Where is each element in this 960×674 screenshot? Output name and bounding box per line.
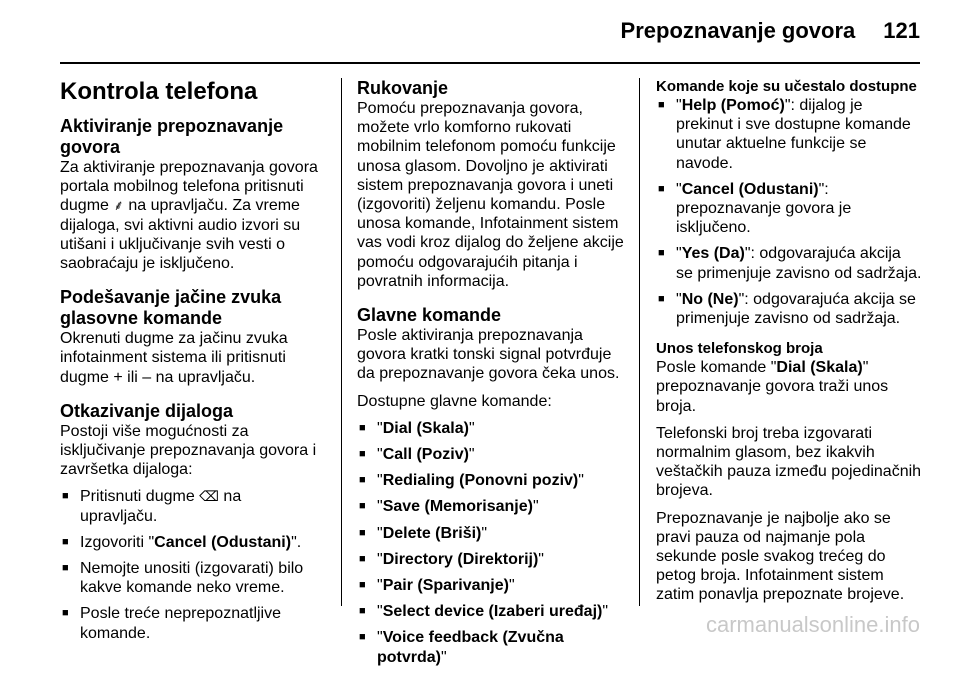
volume-heading: Podešavanje jačine zvuka glasovne komande <box>60 287 282 329</box>
list-item: ■ Pritisnuti dugme ⌫ na upravljaču. <box>60 487 322 525</box>
section-cancel <box>60 401 322 643</box>
main-commands-list <box>357 419 631 667</box>
watermark: carmanualsonline.info <box>705 612 920 637</box>
column-right <box>656 78 922 613</box>
list-item: ■ "Delete (Briši)" <box>357 524 631 543</box>
phone-number-text: Posle komande "Dial (Skala)" prepoznavanje govora traži unos broja. <box>656 359 889 415</box>
operation-text: Pomoću prepoznavanja govora, možete vrlo komforno rukovati mobilnim telefonom pomoću funkcije unosa glasom. Dovoljno je aktivirati sistem prepoznavanja govora i uneti (izgovoriti) željenu komandu. Posle unosa komande, Infotainment sistem vas vodi kroz dijalog do željene akcije pomoću odgovarajućih pitanja i povratnih informacija. <box>357 100 624 290</box>
voice-command-icon: ⸙ <box>113 197 124 214</box>
section-activation <box>60 116 322 273</box>
list-item: ■ "Save (Memorisanje)" <box>357 497 631 516</box>
list-item: ■ "No (Ne)": odgovarajuća akcija se primenjuje zavisno od sadržaja. <box>656 290 922 328</box>
list-item: ■ "Yes (Da)": odgovarajuća akcija se primenjuje zavisno od sadržaja. <box>656 244 922 282</box>
list-item: ■ "Voice feedback (Zvučna potvrda)" <box>357 628 631 666</box>
activation-text: Za aktiviranje prepoznavanja govora portala mobilnog telefona pritisnuti dugme ⸙ na upravljaču. Za vreme dijaloga, svi aktivni audio izvori su utišani i uključivanje svih vesti o saobraćaju je isključeno. <box>60 159 318 273</box>
page-number: 121 <box>883 18 920 43</box>
phone-number-heading: Unos telefonskog broja <box>656 340 823 358</box>
column-divider <box>639 78 640 606</box>
list-item: ■ "Pair (Sparivanje)" <box>357 576 631 595</box>
list-item: ■ Nemojte unositi (izgovarati) bilo kakve komande neko vreme. <box>60 559 322 597</box>
list-item: ■ "Cancel (Odustani)": prepoznavanje govora je isključeno. <box>656 180 922 238</box>
activation-heading: Aktiviranje prepoznavanje govora <box>60 116 284 157</box>
list-item: ■ "Redialing (Ponovni poziv)" <box>357 471 631 490</box>
list-item: ■ "Call (Poziv)" <box>357 445 631 464</box>
header-title: Prepoznavanje govora <box>620 18 856 43</box>
column-divider <box>341 78 342 606</box>
available-commands-label: Dostupne glavne komande: <box>357 392 552 410</box>
list-item: ■ Posle treće neprepoznatljive komande. <box>60 604 322 642</box>
volume-text: Okrenuti dugme za jačinu zvuka infotainment sistema ili pritisnuti dugme + ili – na upravljaču. <box>60 330 288 386</box>
list-item: ■ Izgovoriti "Cancel (Odustani)". <box>60 533 322 552</box>
operation-heading: Rukovanje <box>357 78 449 98</box>
main-commands-text: Posle aktiviranja prepoznavanja govora kratki tonski signal potvrđuje da prepoznavanje govora čeka unos. <box>357 327 620 383</box>
section-title: Kontrola telefona <box>60 78 258 105</box>
header-rule <box>60 62 920 64</box>
phone-number-text-3: Prepoznavanje je najbolje ako se pravi pauza od najmanje pola sekunde posle svakog trećeg do petog broja. Infotainment sistem zatim ponavlja prepoznate brojeve. <box>656 509 905 604</box>
phone-number-text-2: Telefonski broj treba izgovarati normalnim glasom, bez ikakvih veštačkih pauza između pojedinačnih brojeva. <box>656 424 922 500</box>
section-volume <box>60 287 322 387</box>
list-item: ■ "Select device (Izaberi uređaj)" <box>357 602 631 621</box>
main-commands-heading: Glavne komande <box>357 305 502 326</box>
frequent-commands-heading: Komande koje su učestalo dostupne <box>656 78 917 95</box>
list-item: ■ "Help (Pomoć)": dijalog je prekinut i sve dostupne komande unutar aktuelne funkcije se navode. <box>656 96 922 173</box>
end-call-icon: ⌫ <box>199 488 219 505</box>
page-header <box>621 18 920 44</box>
cancel-list <box>60 487 322 642</box>
frequent-commands-list <box>656 96 922 328</box>
list-item: ■ "Dial (Skala)" <box>357 419 631 438</box>
column-left <box>60 78 322 657</box>
column-middle <box>357 78 631 674</box>
cancel-heading: Otkazivanje dijaloga <box>60 400 234 421</box>
list-item: ■ "Directory (Direktorij)" <box>357 550 631 569</box>
cancel-intro: Postoji više mogućnosti za isključivanje prepoznavanja govora i završetka dijaloga: <box>60 422 317 479</box>
